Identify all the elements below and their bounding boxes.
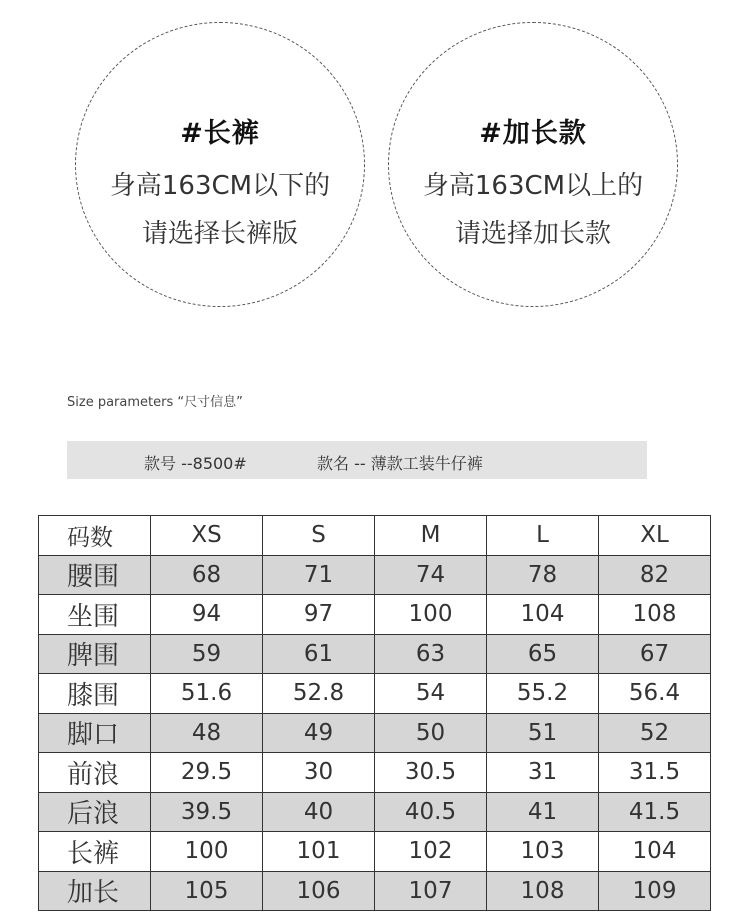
measurement-value: 97	[263, 595, 375, 635]
measurement-value: 41.5	[599, 792, 711, 832]
measurement-value: 61	[263, 634, 375, 674]
measurement-value: 94	[151, 595, 263, 635]
header-size-label: 码数	[39, 516, 151, 556]
model-number: 款号 --8500#	[144, 454, 247, 473]
regular-length-title: #长裤	[180, 118, 260, 149]
measurement-value: 100	[375, 595, 487, 635]
measurement-value: 51	[487, 713, 599, 753]
measurement-value: 109	[599, 871, 711, 911]
measurement-value: 29.5	[151, 753, 263, 793]
measurement-value: 108	[487, 871, 599, 911]
product-info-bar	[67, 441, 647, 479]
extended-length-advice: 请选择加长款	[454, 219, 611, 249]
measurement-label: 长裤	[39, 832, 151, 872]
measurement-value: 103	[487, 832, 599, 872]
measurement-value: 56.4	[599, 674, 711, 714]
length-note-extended	[388, 22, 678, 307]
measurement-value: 104	[487, 595, 599, 635]
measurement-value: 41	[487, 792, 599, 832]
measurement-value: 40	[263, 792, 375, 832]
measurement-label: 加长	[39, 871, 151, 911]
measurement-label: 后浪	[39, 792, 151, 832]
regular-length-advice: 请选择长裤版	[141, 219, 298, 249]
measurement-value: 71	[263, 555, 375, 595]
table-row	[39, 792, 711, 832]
size-chart-table	[38, 515, 711, 911]
header-size-cell: S	[263, 516, 375, 556]
table-row	[39, 713, 711, 753]
measurement-value: 54	[375, 674, 487, 714]
model-name: 款名 -- 薄款工装牛仔裤	[317, 454, 483, 473]
measurement-value: 51.6	[151, 674, 263, 714]
table-row	[39, 595, 711, 635]
table-row	[39, 674, 711, 714]
regular-length-height-note: 身高163CM以下的	[109, 171, 331, 201]
measurement-value: 78	[487, 555, 599, 595]
extended-length-height-note: 身高163CM以上的	[422, 171, 644, 201]
measurement-value: 50	[375, 713, 487, 753]
measurement-value: 107	[375, 871, 487, 911]
measurement-value: 31.5	[599, 753, 711, 793]
table-row	[39, 832, 711, 872]
table-header-row	[39, 516, 711, 556]
measurement-value: 104	[599, 832, 711, 872]
measurement-value: 30	[263, 753, 375, 793]
measurement-value: 67	[599, 634, 711, 674]
measurement-value: 65	[487, 634, 599, 674]
measurement-value: 31	[487, 753, 599, 793]
measurement-value: 48	[151, 713, 263, 753]
measurement-label: 脚口	[39, 713, 151, 753]
measurement-label: 脾围	[39, 634, 151, 674]
measurement-value: 52.8	[263, 674, 375, 714]
measurement-value: 40.5	[375, 792, 487, 832]
table-row	[39, 555, 711, 595]
measurement-label: 前浪	[39, 753, 151, 793]
extended-length-title: #加长款	[479, 118, 587, 149]
measurement-value: 82	[599, 555, 711, 595]
measurement-value: 102	[375, 832, 487, 872]
measurement-value: 68	[151, 555, 263, 595]
measurement-value: 59	[151, 634, 263, 674]
size-parameters-heading: Size parameters “尺寸信息”	[67, 395, 243, 410]
measurement-value: 101	[263, 832, 375, 872]
measurement-label: 腰围	[39, 555, 151, 595]
table-row	[39, 753, 711, 793]
measurement-value: 39.5	[151, 792, 263, 832]
measurement-value: 105	[151, 871, 263, 911]
measurement-label: 坐围	[39, 595, 151, 635]
measurement-value: 100	[151, 832, 263, 872]
measurement-value: 74	[375, 555, 487, 595]
header-size-cell: XS	[151, 516, 263, 556]
measurement-value: 49	[263, 713, 375, 753]
header-size-cell: XL	[599, 516, 711, 556]
header-size-cell: L	[487, 516, 599, 556]
measurement-value: 30.5	[375, 753, 487, 793]
header-size-cell: M	[375, 516, 487, 556]
table-row	[39, 871, 711, 911]
length-note-regular	[75, 22, 365, 307]
table-row	[39, 634, 711, 674]
measurement-value: 52	[599, 713, 711, 753]
measurement-label: 膝围	[39, 674, 151, 714]
measurement-value: 108	[599, 595, 711, 635]
measurement-value: 63	[375, 634, 487, 674]
measurement-value: 106	[263, 871, 375, 911]
measurement-value: 55.2	[487, 674, 599, 714]
